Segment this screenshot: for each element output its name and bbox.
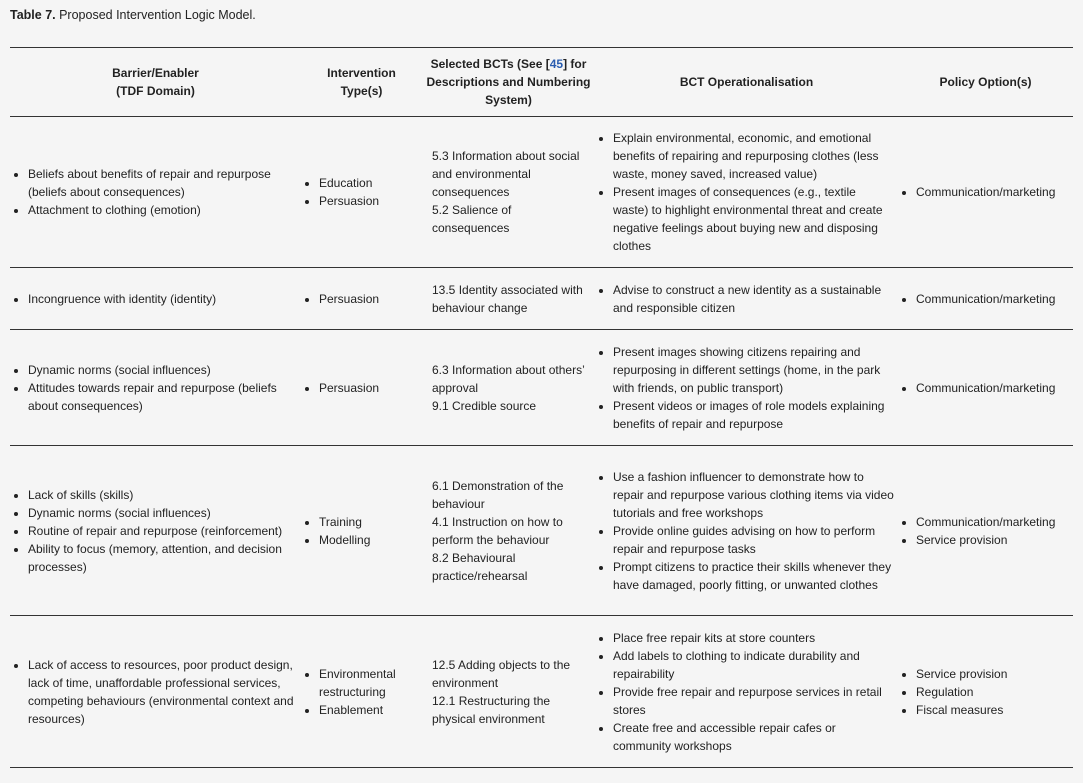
list-item: • Dynamic norms (social influences) bbox=[28, 361, 297, 379]
list-item: • Fiscal measures bbox=[916, 701, 1069, 719]
header-bct-operationalisation: BCT Operationalisation bbox=[679, 75, 814, 89]
list-item: • Environmental restructuring bbox=[319, 665, 418, 701]
list-item: • Present videos or images of role models explaining benefits of repair and repurpose bbox=[613, 397, 894, 433]
list-item: • Service provision bbox=[916, 665, 1069, 683]
list-item: • Place free repair kits at store counters bbox=[613, 629, 894, 647]
table-row bbox=[10, 117, 1073, 268]
bct-cell bbox=[422, 330, 595, 446]
caption-label: Table 7. bbox=[10, 8, 56, 22]
bct-cell bbox=[422, 117, 595, 268]
list-item: • Regulation bbox=[916, 683, 1069, 701]
header-row bbox=[10, 48, 1073, 117]
list-item: • Attachment to clothing (emotion) bbox=[28, 201, 297, 219]
barrier-cell bbox=[10, 268, 301, 330]
policy-cell bbox=[898, 446, 1073, 616]
header-selected-bcts: Selected BCTs (See [45] for Descriptions and Numbering System) bbox=[426, 57, 591, 107]
bct-item: 9.1 Credible source bbox=[432, 398, 537, 413]
policy-cell bbox=[898, 616, 1073, 768]
list-item: • Routine of repair and repurpose (reinforcement) bbox=[28, 522, 297, 540]
table-row bbox=[10, 268, 1073, 330]
list-item: • Persuasion bbox=[319, 379, 418, 397]
intervention-type-cell bbox=[301, 330, 422, 446]
bct-item: 6.3 Information about others’ approval bbox=[432, 362, 585, 395]
barrier-cell bbox=[10, 616, 301, 768]
list-item: • Communication/marketing bbox=[916, 290, 1069, 308]
operationalisation-cell bbox=[595, 268, 898, 330]
bct-item: 5.3 Information about social and environmental consequences bbox=[432, 149, 580, 199]
operationalisation-cell bbox=[595, 446, 898, 616]
list-item: • Training bbox=[319, 513, 418, 531]
list-item: • Add labels to clothing to indicate durability and repairability bbox=[613, 647, 894, 683]
intervention-logic-table bbox=[10, 47, 1073, 768]
list-item: • Modelling bbox=[319, 531, 418, 549]
list-item: • Education bbox=[319, 174, 418, 192]
list-item: • Communication/marketing bbox=[916, 513, 1069, 531]
intervention-type-cell bbox=[301, 446, 422, 616]
table-caption bbox=[10, 8, 256, 22]
caption-title: Proposed Intervention Logic Model. bbox=[55, 8, 256, 22]
list-item: • Lack of access to resources, poor product design, lack of time, unaffordable professional services, competing behaviours (environmental context and resources) bbox=[28, 656, 297, 728]
barrier-cell bbox=[10, 330, 301, 446]
bct-item: 5.2 Salience of consequences bbox=[432, 203, 512, 235]
operationalisation-cell bbox=[595, 616, 898, 768]
list-item: • Enablement bbox=[319, 701, 418, 719]
bct-item: 13.5 Identity associated with behaviour change bbox=[432, 282, 583, 315]
list-item: • Communication/marketing bbox=[916, 379, 1069, 397]
list-item: • Provide online guides advising on how to perform repair and repurpose tasks bbox=[613, 522, 894, 558]
list-item: • Present images of consequences (e.g., textile waste) to highlight environmental threat and create negative feelings about buying new and disposing clothes bbox=[613, 183, 894, 255]
header-policy-options: Policy Option(s) bbox=[939, 75, 1032, 89]
list-item: • Provide free repair and repurpose services in retail stores bbox=[613, 683, 894, 719]
table-row bbox=[10, 446, 1073, 616]
operationalisation-cell bbox=[595, 117, 898, 268]
intervention-type-cell bbox=[301, 268, 422, 330]
list-item: • Present images showing citizens repairing and repurposing in different settings (home, in the park with friends, on public transport) bbox=[613, 343, 894, 397]
bct-cell bbox=[422, 616, 595, 768]
list-item: • Incongruence with identity (identity) bbox=[28, 290, 297, 308]
intervention-type-cell bbox=[301, 117, 422, 268]
table-row bbox=[10, 616, 1073, 768]
list-item: • Dynamic norms (social influences) bbox=[28, 504, 297, 522]
bct-item: 6.1 Demonstration of the behaviour bbox=[432, 478, 564, 511]
list-item: • Create free and accessible repair cafes or community workshops bbox=[613, 719, 894, 755]
intervention-type-cell bbox=[301, 616, 422, 768]
list-item: • Beliefs about benefits of repair and repurpose (beliefs about consequences) bbox=[28, 165, 297, 201]
policy-cell bbox=[898, 117, 1073, 268]
header-barrier: Barrier/Enabler (TDF Domain) bbox=[112, 66, 199, 98]
barrier-cell bbox=[10, 117, 301, 268]
bct-cell bbox=[422, 446, 595, 616]
list-item: • Persuasion bbox=[319, 192, 418, 210]
reference-link[interactable]: 45 bbox=[549, 57, 564, 71]
list-item: • Lack of skills (skills) bbox=[28, 486, 297, 504]
bct-cell bbox=[422, 268, 595, 330]
list-item: • Persuasion bbox=[319, 290, 418, 308]
list-item: • Prompt citizens to practice their skills whenever they have damaged, poorly fitting, or unwanted clothes bbox=[613, 558, 894, 594]
bct-item: 12.5 Adding objects to the environment bbox=[432, 657, 571, 690]
list-item: • Communication/marketing bbox=[916, 183, 1069, 201]
list-item: • Service provision bbox=[916, 531, 1069, 549]
bct-item: 8.2 Behavioural practice/rehearsal bbox=[432, 550, 528, 583]
list-item: • Explain environmental, economic, and emotional benefits of repairing and repurposing clothes (less waste, money saved, increased value) bbox=[613, 129, 894, 183]
header-intervention-type: Intervention Type(s) bbox=[327, 66, 396, 98]
list-item: • Use a fashion influencer to demonstrate how to repair and repurpose various clothing items via video tutorials and free workshops bbox=[613, 468, 894, 522]
list-item: • Attitudes towards repair and repurpose (beliefs about consequences) bbox=[28, 379, 297, 415]
policy-cell bbox=[898, 330, 1073, 446]
list-item: • Ability to focus (memory, attention, and decision processes) bbox=[28, 540, 297, 576]
barrier-cell bbox=[10, 446, 301, 616]
policy-cell bbox=[898, 268, 1073, 330]
list-item: • Advise to construct a new identity as a sustainable and responsible citizen bbox=[613, 281, 894, 317]
table-row bbox=[10, 330, 1073, 446]
operationalisation-cell bbox=[595, 330, 898, 446]
bct-item: 4.1 Instruction on how to perform the behaviour bbox=[432, 514, 563, 547]
bct-item: 12.1 Restructuring the physical environment bbox=[432, 693, 551, 726]
